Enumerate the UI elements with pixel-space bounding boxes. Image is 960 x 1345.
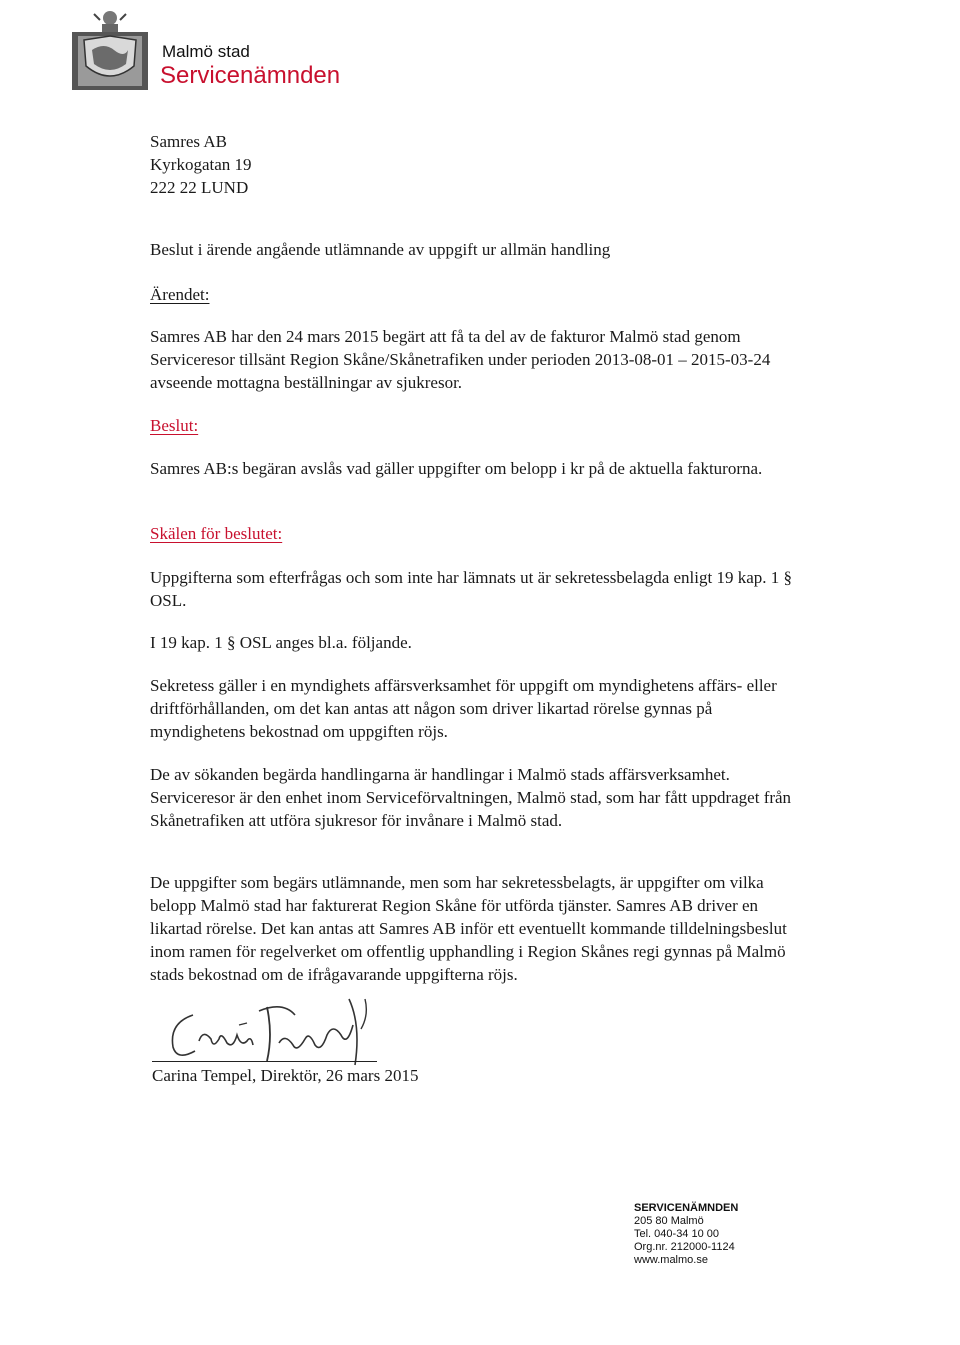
handwritten-signature [155,995,385,1070]
skalen-paragraph-2: I 19 kap. 1 § OSL anges bl.a. följande. [150,633,412,652]
footer-dept: SERVICENÄMNDEN [634,1202,739,1214]
footer-web: www.malmo.se [634,1254,708,1266]
department-title: Servicenämnden [160,62,341,89]
skalen-paragraph-5: De uppgifter som begärs utlämnande, men som har sekretessbelagts, är uppgifter om vilka belopp Malmö stad har fakturerat Region Skåne för utförda tjänster. Samres AB driver en likartad rörelse. Det kan antas att Samres AB inför ett eventuellt kommande tilldelningsbeslut inom ramen för regelverket om offentlig upphandling i Region Skånes regi gynnas på Malmö stads bekostnad om de ifrågavarande uppgifterna röjs. [150,873,787,984]
subject-line: Beslut i ärende angående utlämnande av uppgift ur allmän handling [150,240,611,259]
footer-contact [634,1202,738,1267]
org-name: Malmö stad [162,42,250,61]
recipient-address [150,130,810,199]
skalen-paragraph-4: De av sökanden begärda handlingarna är handlingar i Malmö stads affärsverksamhet. Serviceresor är den enhet inom Serviceförvaltningen, Malmö stad, som har fått uppdraget från Skånetrafiken att utföra sjukresor för invånare i Malmö stad. [150,765,792,830]
beslut-heading: Beslut: [150,416,199,435]
beslut-text: Samres AB:s begäran avslås vad gäller uppgifter om belopp i kr på de aktuella fakturorna. [150,459,763,478]
skalen-paragraph-1: Uppgifterna som efterfrågas och som inte har lämnats ut är sekretessbelagda enligt 19 kap. 1 § OSL. [150,568,793,610]
signature-line [152,1061,377,1062]
arendet-heading: Ärendet: [150,285,210,304]
footer-phone: Tel. 040-34 10 00 [634,1228,720,1240]
recipient-line: Kyrkogatan 19 [150,155,252,174]
skalen-paragraph-3: Sekretess gäller i en myndighets affärsverksamhet för uppgift om myndighetens affärs- eller driftförhållanden, om det kan antas att någon som driver likartad rörelse gynnas på myndighetens bekostnad om uppgiften röjs. [150,676,777,741]
recipient-line: Samres AB [150,132,227,151]
arendet-text: Samres AB har den 24 mars 2015 begärt att få ta del av de fakturor Malmö stad genom Serviceresor tillsänt Region Skåne/Skånetrafiken under perioden 2013-08-01 – 2015-03-24 avseende mottagna beställningar av sjukresor. [150,327,771,392]
malmo-griffin-crest-icon [70,6,150,90]
footer-orgnr: Org.nr. 212000-1124 [634,1241,735,1253]
skalen-heading: Skälen för beslutet: [150,524,283,543]
signer-name-date: Carina Tempel, Direktör, 26 mars 2015 [152,1066,419,1085]
recipient-line: 222 22 LUND [150,178,249,197]
footer-postal: 205 80 Malmö [634,1215,704,1227]
